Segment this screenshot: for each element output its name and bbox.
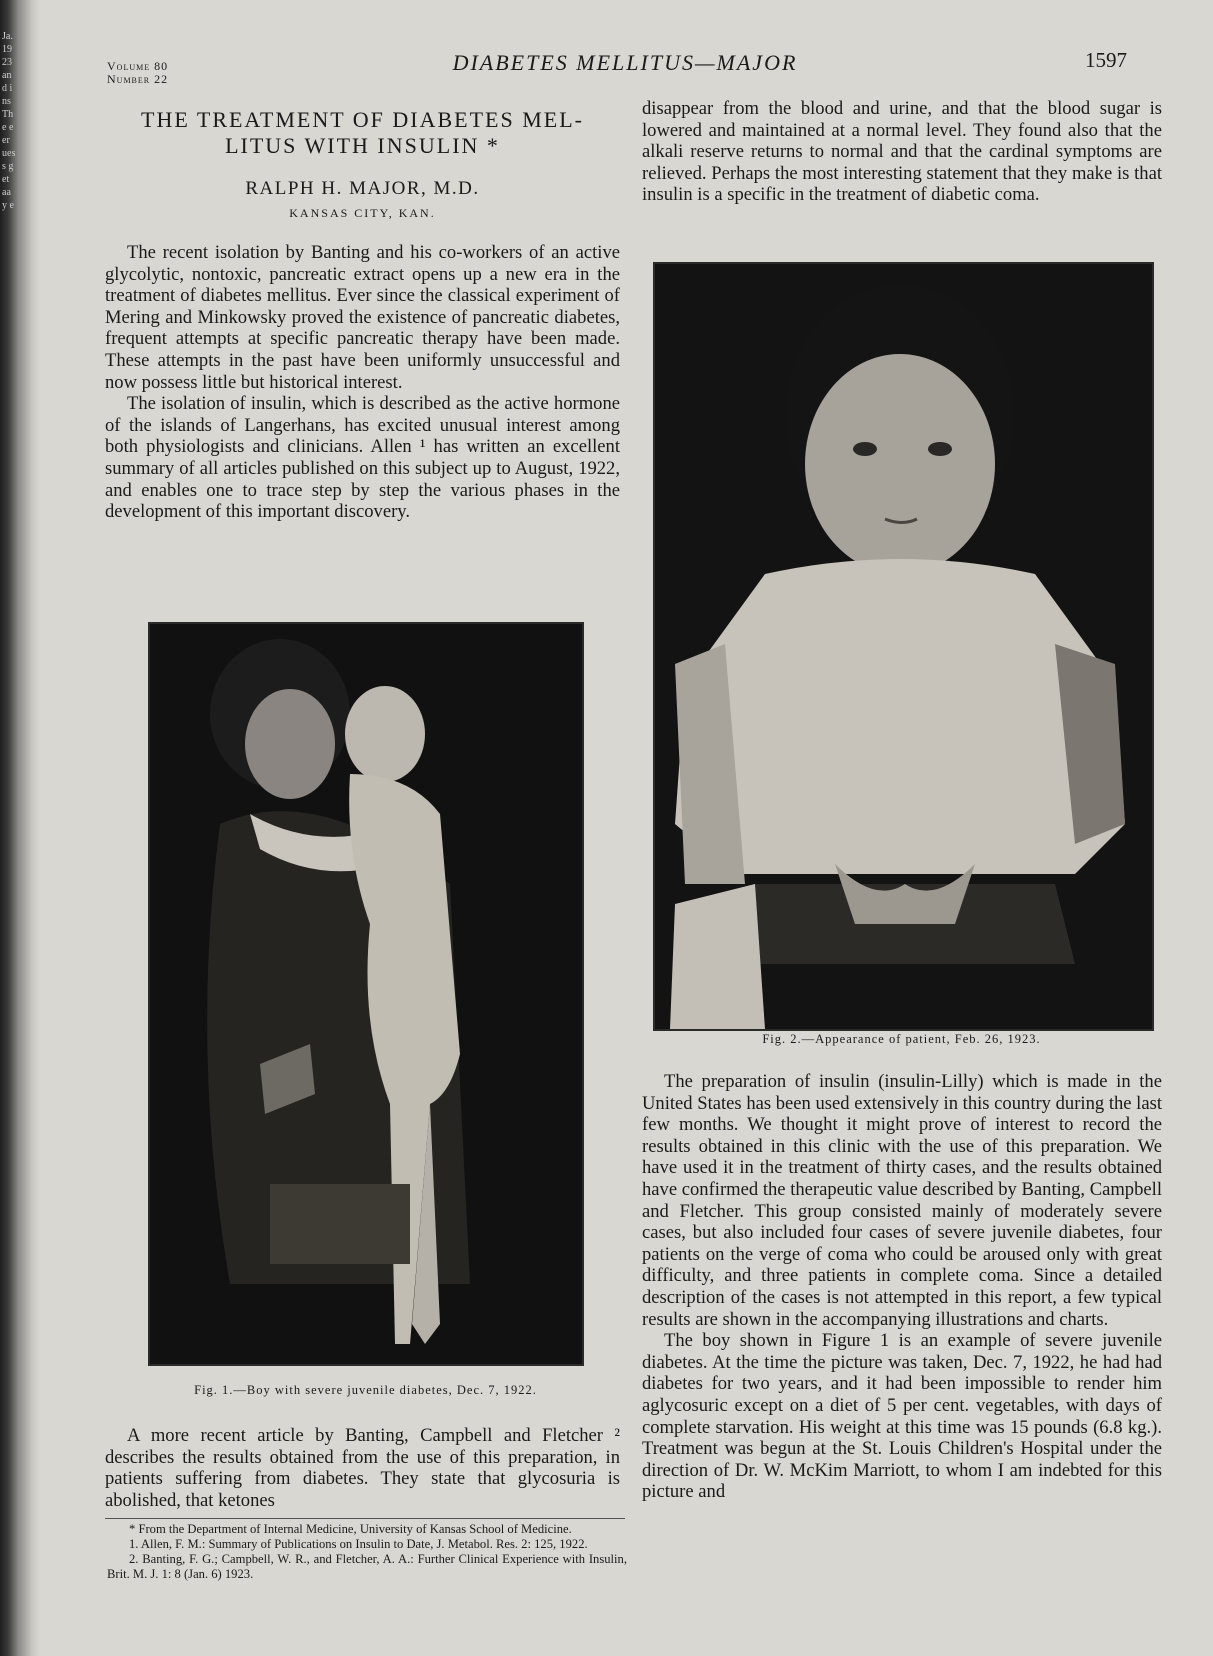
paragraph-2: The isolation of insulin, which is described as the active hormone of the islands of Langerhans, has excited unusual interest among both physiologists and clinicians. Allen ¹ has written an excellent summary of all articles published on this subject up to August, 1922, and enables one to trace step by step the various phases in the development of this important discovery. [105,393,620,523]
page-number: 1597 [1085,48,1127,72]
author-name: RALPH H. MAJOR, M.D. [245,178,480,199]
number-label: Number 22 [107,72,169,86]
gutter-text: Ja. 1923 and ins The eer ues s get aa y e [2,31,16,211]
figure-2-photo [653,262,1154,1031]
title-line-1: THE TREATMENT OF DIABETES MEL- [141,107,584,132]
figure-1-photo [148,622,584,1366]
paragraph-top-right: disappear from the blood and urine, and that the blood sugar is lowered and maintained at a normal level. They found also that the alkali reserve returns to normal and that the cardinal symptoms are relieved. Perhaps the most interesting statement that they make is that insulin is a specific in the treatment of diabetic coma. [642,98,1162,206]
footnote-2: 2. Banting, F. G.; Campbell, W. R., and Fletcher, A. A.: Further Clinical Experience with Insulin, Brit. M. J. 1: 8 (Jan. 6) 1923. [107,1552,627,1581]
paragraph-3: A more recent article by Banting, Campbell and Fletcher ² describes the results obtained from the use of this preparation, in patients suffering from diabetes. They state that glycosuria is abolished, that ketones [105,1425,620,1511]
author-location: KANSAS CITY, KAN. [289,206,436,220]
figure-2-caption: Fig. 2.—Appearance of patient, Feb. 26, 1923. [762,1032,1041,1046]
footnotes [107,1522,627,1582]
left-column-intro [105,242,620,523]
figure-1-caption: Fig. 1.—Boy with severe juvenile diabetes, Dec. 7, 1922. [194,1383,537,1397]
figure-1-image [150,624,582,1364]
right-column-top [642,98,1162,206]
right-column-body [642,1071,1162,1503]
footnote-star: * From the Department of Internal Medicine, University of Kansas School of Medicine. [129,1522,572,1536]
volume-number-block [107,60,168,86]
article-title [105,107,620,159]
running-title: DIABETES MELLITUS—MAJOR [452,50,798,75]
paragraph-1: The recent isolation by Banting and his co-workers of an active glycolytic, nontoxic, pancreatic extract opens up a new era in the treatment of diabetes mellitus. Ever since the classical experiment of Mering and Minkowsky proved the existence of pancreatic diabetes, frequent attempts at specific pancreatic therapy have been made. These attempts in the past have been uniformly unsuccessful and now possess little but historical interest. [105,242,620,393]
paragraph-4: The preparation of insulin (insulin-Lilly) which is made in the United States has been used extensively in this country during the last few months. We thought it might prove of interest to record the results obtained in this clinic with the use of this preparation. We have used it in the treatment of thirty cases, and the results obtained have confirmed the therapeutic value described by Banting, Campbell and Fletcher. This group consisted mainly of moderately severe cases, but also included four cases of severe juvenile diabetes, four patients on the verge of coma who could be aroused only with great difficulty, and three patients in complete coma. Since a detailed description of the cases is not attempted in this report, a few typical results are shown in the accompanying illustrations and charts. [642,1071,1163,1330]
paragraph-5: The boy shown in Figure 1 is an example of severe juvenile diabetes. At the time the picture was taken, Dec. 7, 1922, he had had diabetes for two years, and it had been impossible to render him aglycosuric except on a diet of 5 per cent. vegetables, with days of complete starvation. His weight at this time was 15 pounds (6.8 kg.). Treatment was begun at the St. Louis Children's Hospital under the direction of Dr. W. McKim Marriott, to whom I am indebted for this picture and [642,1330,1162,1503]
title-line-2: LITUS WITH INSULIN * [225,133,500,158]
figure-2-image [655,264,1152,1029]
left-column-continuation [105,1425,620,1511]
footnote-1: 1. Allen, F. M.: Summary of Publications on Insulin to Date, J. Metabol. Res. 2: 125, 1922. [129,1537,588,1551]
volume-label: Volume 80 [107,59,169,73]
footnote-rule [105,1518,625,1519]
